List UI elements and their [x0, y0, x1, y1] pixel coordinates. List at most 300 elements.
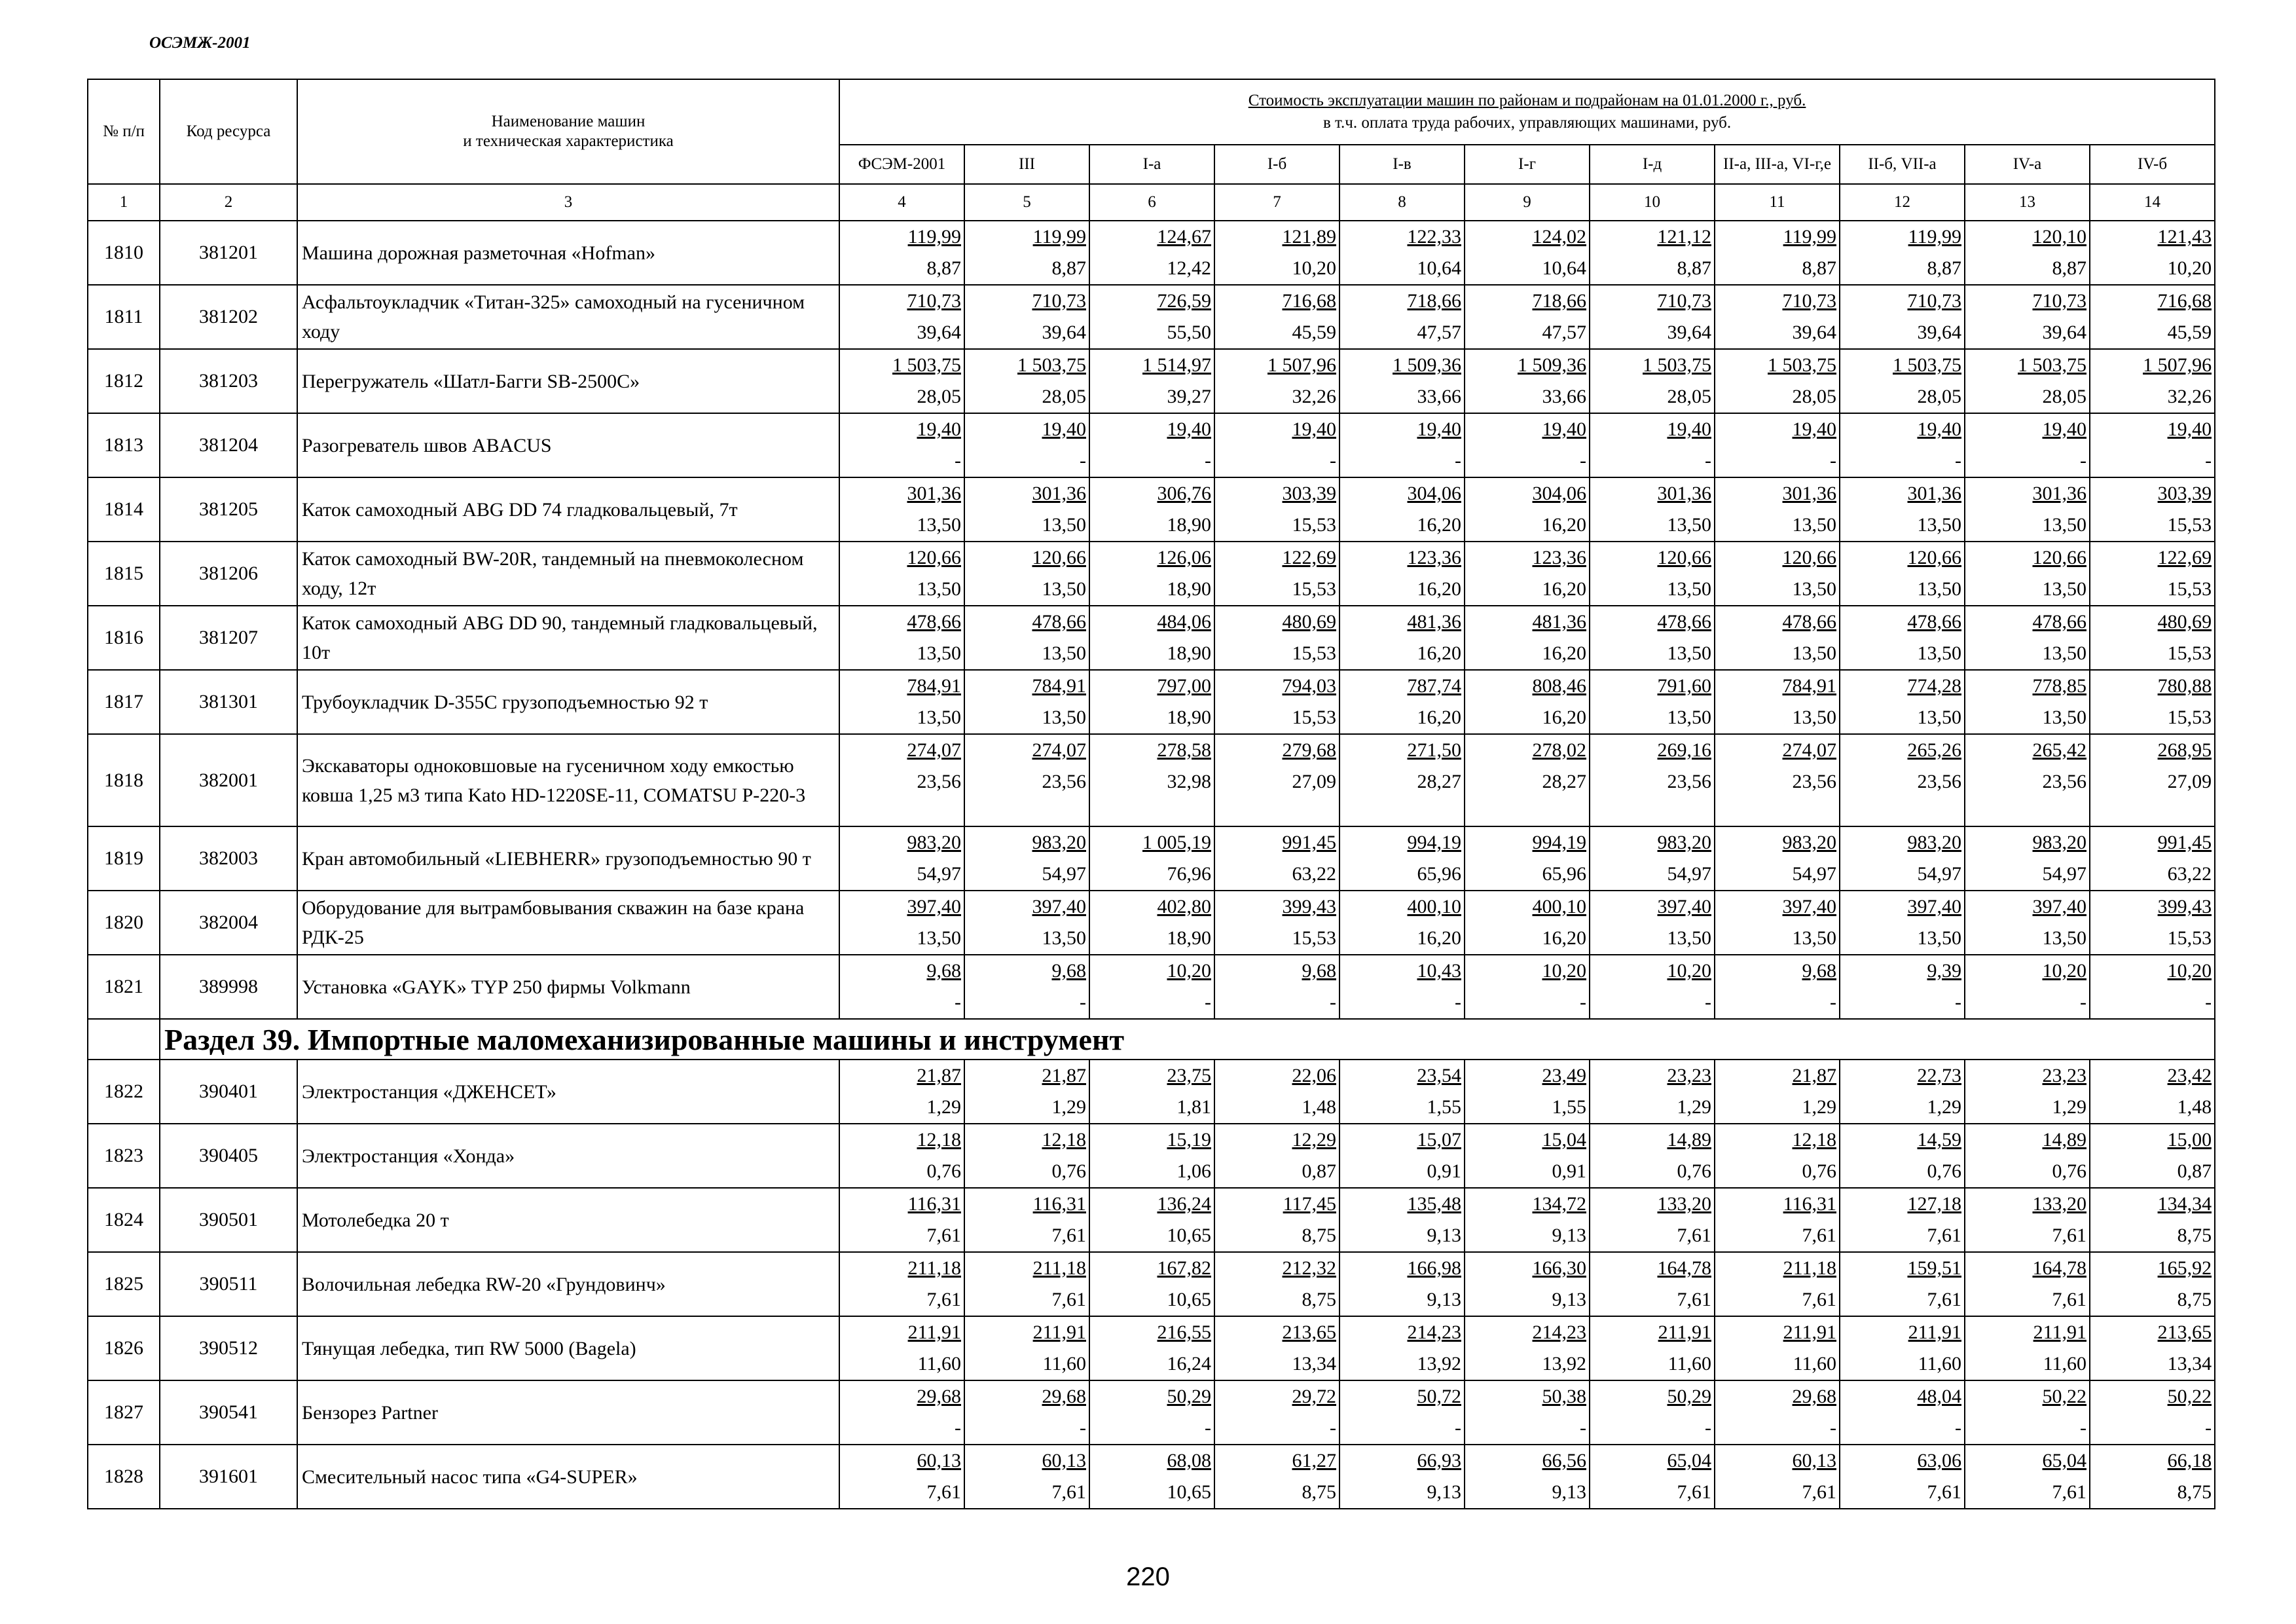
- total-cost: 60,13: [1792, 1450, 1836, 1471]
- cost-cell: [1715, 1188, 1840, 1252]
- cost-cell: [1339, 1188, 1465, 1252]
- total-cost: 23,23: [2042, 1065, 2086, 1086]
- cost-cell: [2090, 891, 2215, 955]
- labor-cost: 13,50: [1042, 642, 1086, 664]
- cost-cell: [1715, 1124, 1840, 1188]
- row-number: 1820: [88, 891, 160, 955]
- labor-cost: 0,87: [2177, 1160, 2212, 1182]
- total-cost: 14,89: [2042, 1129, 2086, 1151]
- cost-cell: [1840, 1060, 1965, 1124]
- labor-cost: 7,61: [1051, 1225, 1086, 1246]
- labor-cost: 13,50: [1667, 578, 1711, 600]
- total-cost: 1 503,75: [892, 354, 961, 376]
- labor-cost: 10,65: [1167, 1481, 1211, 1503]
- cost-cell: [1590, 670, 1715, 734]
- table-row: [88, 413, 2215, 477]
- total-cost: 268,95: [2157, 739, 2212, 761]
- cost-cell: [1965, 891, 2090, 955]
- labor-cost: 54,97: [1792, 863, 1836, 885]
- total-cost: 983,20: [1907, 832, 1961, 853]
- resource-code: 391601: [160, 1445, 297, 1509]
- cost-cell: [1965, 606, 2090, 670]
- labor-cost: 23,56: [1667, 771, 1711, 792]
- row-number: 1823: [88, 1124, 160, 1188]
- page-number: 220: [1126, 1562, 1170, 1591]
- cost-cell: [1965, 1380, 2090, 1445]
- cost-cell: [1590, 826, 1715, 891]
- total-cost: 808,46: [1532, 675, 1586, 697]
- resource-code: 381301: [160, 670, 297, 734]
- cost-cell: [1214, 734, 1339, 826]
- labor-cost: 0,91: [1552, 1160, 1586, 1182]
- region-header: I-а: [1089, 145, 1214, 184]
- cost-cell: [1715, 734, 1840, 826]
- labor-cost: 28,27: [1417, 771, 1461, 792]
- labor-cost: 13,50: [1792, 578, 1836, 600]
- total-cost: 1 005,19: [1142, 832, 1211, 853]
- cost-cell: [1339, 477, 1465, 542]
- table-row: [88, 955, 2215, 1019]
- labor-cost: 39,64: [917, 322, 961, 343]
- row-number: 1819: [88, 826, 160, 891]
- labor-cost: 13,50: [917, 927, 961, 949]
- cost-cell: [2090, 606, 2215, 670]
- total-cost: 12,18: [1042, 1129, 1086, 1151]
- cost-cell: [964, 542, 1089, 606]
- total-cost: 50,22: [2042, 1386, 2086, 1407]
- resource-code: 390405: [160, 1124, 297, 1188]
- region-header: I-б: [1214, 145, 1339, 184]
- labor-cost: 10,20: [1292, 257, 1336, 279]
- total-cost: 65,04: [1667, 1450, 1711, 1471]
- section-39-title: Раздел 39. Импортные маломеханизированные машины и инструмент: [160, 1019, 2215, 1060]
- cost-cell: [1840, 1316, 1965, 1380]
- labor-cost: 7,61: [1927, 1481, 1961, 1503]
- cost-cell: [2090, 285, 2215, 349]
- total-cost: 120,10: [2032, 226, 2086, 248]
- cost-cell: [1089, 606, 1214, 670]
- total-cost: 123,36: [1407, 547, 1461, 568]
- total-cost: 726,59: [1157, 290, 1211, 312]
- header-cost-subtitle: в т.ч. оплата труда рабочих, управляющих машинами, руб.: [1322, 114, 1732, 132]
- table-row: [88, 1252, 2215, 1316]
- row-number: 1828: [88, 1445, 160, 1509]
- total-cost: 400,10: [1532, 896, 1586, 917]
- labor-cost: 32,26: [1292, 386, 1336, 407]
- cost-cell: [1089, 670, 1214, 734]
- table-row: [88, 285, 2215, 349]
- total-cost: 12,18: [1792, 1129, 1836, 1151]
- total-cost: 718,66: [1532, 290, 1586, 312]
- labor-cost: 23,56: [1792, 771, 1836, 792]
- labor-cost: 7,61: [2052, 1225, 2086, 1246]
- cost-cell: [1840, 955, 1965, 1019]
- resource-code: 381202: [160, 285, 297, 349]
- labor-cost: 32,26: [2167, 386, 2212, 407]
- region-header: IV-б: [2090, 145, 2215, 184]
- total-cost: 120,66: [1032, 547, 1086, 568]
- cost-cell: [839, 1060, 964, 1124]
- cost-cell: [1590, 1445, 1715, 1509]
- labor-cost: 8,87: [2052, 257, 2086, 279]
- cost-cell: [964, 221, 1089, 285]
- total-cost: 133,20: [1657, 1193, 1711, 1215]
- document-code: ОСЭМЖ-2001: [149, 34, 251, 52]
- total-cost: 123,36: [1532, 547, 1586, 568]
- labor-cost: -: [1205, 991, 1211, 1013]
- cost-cell: [1715, 221, 1840, 285]
- total-cost: 304,06: [1532, 483, 1586, 504]
- total-cost: 164,78: [1657, 1257, 1711, 1279]
- machine-name: Смесительный насос типа «G4-SUPER»: [297, 1445, 839, 1509]
- labor-cost: -: [1705, 450, 1711, 471]
- total-cost: 794,03: [1282, 675, 1336, 697]
- cost-cell: [2090, 734, 2215, 826]
- labor-cost: 13,50: [1792, 642, 1836, 664]
- total-cost: 301,36: [1657, 483, 1711, 504]
- row-number: 1811: [88, 285, 160, 349]
- cost-cell: [1965, 670, 2090, 734]
- machine-name: Мотолебедка 20 т: [297, 1188, 839, 1252]
- labor-cost: 0,76: [1802, 1160, 1836, 1182]
- labor-cost: 10,20: [2167, 257, 2212, 279]
- labor-cost: 54,97: [1042, 863, 1086, 885]
- labor-cost: -: [1080, 450, 1086, 471]
- total-cost: 1 509,36: [1518, 354, 1586, 376]
- machine-name: Волочильная лебедка RW-20 «Грундовинч»: [297, 1252, 839, 1316]
- labor-cost: 12,42: [1167, 257, 1211, 279]
- total-cost: 23,75: [1167, 1065, 1211, 1086]
- labor-cost: 28,27: [1542, 771, 1586, 792]
- total-cost: 397,40: [2032, 896, 2086, 917]
- total-cost: 22,73: [1917, 1065, 1961, 1086]
- labor-cost: 13,50: [2042, 927, 2086, 949]
- cost-cell: [1965, 1060, 2090, 1124]
- labor-cost: 8,87: [1051, 257, 1086, 279]
- total-cost: 15,19: [1167, 1129, 1211, 1151]
- total-cost: 10,43: [1417, 960, 1461, 982]
- table-row: [88, 349, 2215, 413]
- cost-cell: [964, 1252, 1089, 1316]
- labor-cost: 8,87: [1927, 257, 1961, 279]
- labor-cost: 16,20: [1417, 578, 1461, 600]
- total-cost: 710,73: [2032, 290, 2086, 312]
- resource-code: 390501: [160, 1188, 297, 1252]
- cost-cell: [1214, 413, 1339, 477]
- cost-cell: [1465, 734, 1590, 826]
- cost-cell: [1465, 542, 1590, 606]
- total-cost: 1 503,75: [2018, 354, 2086, 376]
- labor-cost: 8,75: [1302, 1225, 1336, 1246]
- labor-cost: 13,50: [1667, 642, 1711, 664]
- labor-cost: 10,65: [1167, 1225, 1211, 1246]
- header-name-line2: и техническая характеристика: [463, 132, 674, 150]
- total-cost: 119,99: [1032, 226, 1086, 248]
- total-cost: 784,91: [907, 675, 961, 697]
- cost-cell: [2090, 1124, 2215, 1188]
- total-cost: 279,68: [1282, 739, 1336, 761]
- total-cost: 213,65: [2157, 1321, 2212, 1343]
- column-number: 3: [297, 184, 839, 221]
- labor-cost: 1,48: [2177, 1096, 2212, 1118]
- labor-cost: 13,92: [1417, 1353, 1461, 1375]
- total-cost: 21,87: [917, 1065, 961, 1086]
- cost-cell: [1339, 670, 1465, 734]
- total-cost: 23,54: [1417, 1065, 1461, 1086]
- labor-cost: 1,55: [1427, 1096, 1461, 1118]
- total-cost: 119,99: [907, 226, 961, 248]
- total-cost: 29,68: [917, 1386, 961, 1407]
- labor-cost: 39,64: [1042, 322, 1086, 343]
- total-cost: 19,40: [1542, 418, 1586, 440]
- cost-cell: [1965, 955, 2090, 1019]
- cost-cell: [839, 1380, 964, 1445]
- labor-cost: 13,50: [1042, 927, 1086, 949]
- cost-cell: [2090, 1380, 2215, 1445]
- total-cost: 399,43: [2157, 896, 2212, 917]
- total-cost: 400,10: [1407, 896, 1461, 917]
- cost-cell: [1339, 542, 1465, 606]
- table-row: [88, 1060, 2215, 1124]
- labor-cost: -: [1580, 450, 1586, 471]
- total-cost: 710,73: [907, 290, 961, 312]
- resource-code: 390401: [160, 1060, 297, 1124]
- labor-cost: 47,57: [1542, 322, 1586, 343]
- total-cost: 478,66: [1907, 611, 1961, 633]
- labor-cost: 8,75: [2177, 1481, 2212, 1503]
- labor-cost: -: [1455, 1417, 1461, 1439]
- total-cost: 784,91: [1782, 675, 1836, 697]
- labor-cost: 13,50: [917, 514, 961, 536]
- total-cost: 983,20: [907, 832, 961, 853]
- total-cost: 9,68: [1802, 960, 1836, 982]
- total-cost: 124,02: [1532, 226, 1586, 248]
- total-cost: 29,72: [1292, 1386, 1336, 1407]
- cost-cell: [1590, 349, 1715, 413]
- labor-cost: 13,50: [1042, 578, 1086, 600]
- labor-cost: 7,61: [1927, 1225, 1961, 1246]
- cost-cell: [1965, 1252, 2090, 1316]
- cost-cell: [839, 477, 964, 542]
- labor-cost: -: [2205, 450, 2212, 471]
- total-cost: 50,38: [1542, 1386, 1586, 1407]
- cost-cell: [1590, 734, 1715, 826]
- total-cost: 165,92: [2157, 1257, 2212, 1279]
- header-num: № п/п: [88, 79, 160, 184]
- labor-cost: 7,61: [1051, 1289, 1086, 1310]
- total-cost: 120,66: [2032, 547, 2086, 568]
- total-cost: 166,98: [1407, 1257, 1461, 1279]
- cost-cell: [1214, 349, 1339, 413]
- labor-cost: -: [2205, 991, 2212, 1013]
- labor-cost: 8,75: [2177, 1289, 2212, 1310]
- cost-cell: [1465, 413, 1590, 477]
- labor-cost: 1,06: [1176, 1160, 1211, 1182]
- total-cost: 19,40: [1042, 418, 1086, 440]
- labor-cost: 0,87: [1302, 1160, 1336, 1182]
- cost-cell: [1089, 891, 1214, 955]
- cost-cell: [1339, 1252, 1465, 1316]
- cost-cell: [1840, 826, 1965, 891]
- cost-cell: [1089, 826, 1214, 891]
- labor-cost: -: [1080, 991, 1086, 1013]
- total-cost: 119,99: [1908, 226, 1961, 248]
- cost-cell: [1089, 413, 1214, 477]
- cost-cell: [1590, 1124, 1715, 1188]
- cost-cell: [1339, 349, 1465, 413]
- column-number: 6: [1089, 184, 1214, 221]
- cost-cell: [1089, 734, 1214, 826]
- labor-cost: -: [2080, 1417, 2086, 1439]
- labor-cost: 13,50: [1917, 514, 1961, 536]
- total-cost: 23,23: [1667, 1065, 1711, 1086]
- labor-cost: 45,59: [1292, 322, 1336, 343]
- total-cost: 983,20: [1657, 832, 1711, 853]
- total-cost: 23,49: [1542, 1065, 1586, 1086]
- labor-cost: 13,50: [1667, 927, 1711, 949]
- cost-cell: [1214, 670, 1339, 734]
- labor-cost: 23,56: [917, 771, 961, 792]
- total-cost: 216,55: [1157, 1321, 1211, 1343]
- machine-name: Оборудование для вытрамбовывания скважин на базе крана РДК-25: [297, 891, 839, 955]
- cost-cell: [1465, 1445, 1590, 1509]
- labor-cost: 7,61: [926, 1289, 961, 1310]
- cost-cell: [839, 1252, 964, 1316]
- total-cost: 164,78: [2032, 1257, 2086, 1279]
- section-header-row: [88, 1019, 2215, 1060]
- cost-cell: [1339, 1316, 1465, 1380]
- cost-cell: [1965, 542, 2090, 606]
- machine-name: Электростанция «ДЖЕНСЕТ»: [297, 1060, 839, 1124]
- cost-cell: [1089, 1124, 1214, 1188]
- labor-cost: 11,60: [1793, 1353, 1836, 1375]
- region-header: ФСЭМ-2001: [839, 145, 964, 184]
- labor-cost: 7,61: [926, 1481, 961, 1503]
- total-cost: 983,20: [1782, 832, 1836, 853]
- total-cost: 402,80: [1157, 896, 1211, 917]
- machine-name: Установка «GAYK» TYP 250 фирмы Volkmann: [297, 955, 839, 1019]
- machine-name: Машина дорожная разметочная «Hofman»: [297, 221, 839, 285]
- total-cost: 211,91: [1783, 1321, 1836, 1343]
- row-number: 1810: [88, 221, 160, 285]
- cost-cell: [1089, 221, 1214, 285]
- labor-cost: -: [1955, 1417, 1961, 1439]
- total-cost: 120,66: [1907, 547, 1961, 568]
- total-cost: 9,39: [1927, 960, 1961, 982]
- cost-cell: [1715, 1445, 1840, 1509]
- row-number: 1812: [88, 349, 160, 413]
- total-cost: 14,59: [1917, 1129, 1961, 1151]
- total-cost: 212,32: [1282, 1257, 1336, 1279]
- total-cost: 710,73: [1907, 290, 1961, 312]
- total-cost: 10,20: [1542, 960, 1586, 982]
- cost-cell: [1965, 413, 2090, 477]
- total-cost: 14,89: [1667, 1129, 1711, 1151]
- labor-cost: 7,61: [1051, 1481, 1086, 1503]
- cost-cell: [2090, 542, 2215, 606]
- column-number: 1: [88, 184, 160, 221]
- total-cost: 303,39: [1282, 483, 1336, 504]
- labor-cost: 7,61: [2052, 1289, 2086, 1310]
- labor-cost: -: [1830, 1417, 1836, 1439]
- header-code: Код ресурса: [160, 79, 297, 184]
- total-cost: 306,76: [1157, 483, 1211, 504]
- column-number: 10: [1590, 184, 1715, 221]
- labor-cost: 16,20: [1417, 927, 1461, 949]
- labor-cost: 15,53: [1292, 578, 1336, 600]
- total-cost: 265,26: [1907, 739, 1961, 761]
- table-row: [88, 606, 2215, 670]
- region-header: III: [964, 145, 1089, 184]
- labor-cost: 28,05: [1667, 386, 1711, 407]
- labor-cost: 9,13: [1427, 1481, 1461, 1503]
- total-cost: 397,40: [1032, 896, 1086, 917]
- cost-cell: [1840, 285, 1965, 349]
- total-cost: 119,99: [1783, 226, 1836, 248]
- column-number: 9: [1465, 184, 1590, 221]
- machine-name: Перегружатель «Шатл-Багги SB-2500C»: [297, 349, 839, 413]
- total-cost: 265,42: [2032, 739, 2086, 761]
- cost-cell: [1840, 349, 1965, 413]
- total-cost: 278,02: [1532, 739, 1586, 761]
- total-cost: 301,36: [907, 483, 961, 504]
- total-cost: 15,00: [2167, 1129, 2212, 1151]
- cost-cell: [1715, 955, 1840, 1019]
- cost-cell: [1339, 285, 1465, 349]
- cost-cell: [1840, 1445, 1965, 1509]
- labor-cost: 10,65: [1167, 1289, 1211, 1310]
- total-cost: 116,31: [907, 1193, 961, 1215]
- machine-cost-table: [87, 79, 2215, 1509]
- labor-cost: 16,20: [1542, 642, 1586, 664]
- cost-cell: [1339, 1380, 1465, 1445]
- table-row: [88, 891, 2215, 955]
- cost-cell: [1214, 1445, 1339, 1509]
- cost-cell: [1214, 285, 1339, 349]
- total-cost: 66,93: [1417, 1450, 1461, 1471]
- total-cost: 716,68: [1282, 290, 1336, 312]
- total-cost: 214,23: [1407, 1321, 1461, 1343]
- resource-code: 381203: [160, 349, 297, 413]
- labor-cost: 16,20: [1417, 707, 1461, 728]
- total-cost: 19,40: [2042, 418, 2086, 440]
- labor-cost: 23,56: [2042, 771, 2086, 792]
- machine-name: Трубоукладчик D-355C грузоподъемностью 92 т: [297, 670, 839, 734]
- cost-cell: [1965, 1316, 2090, 1380]
- total-cost: 710,73: [1032, 290, 1086, 312]
- cost-cell: [1965, 1188, 2090, 1252]
- total-cost: 19,40: [1917, 418, 1961, 440]
- cost-cell: [1214, 1380, 1339, 1445]
- cost-cell: [1965, 349, 2090, 413]
- total-cost: 120,66: [907, 547, 961, 568]
- cost-cell: [964, 826, 1089, 891]
- cost-cell: [2090, 413, 2215, 477]
- labor-cost: 13,50: [2042, 514, 2086, 536]
- labor-cost: 7,61: [1677, 1481, 1711, 1503]
- table-row: [88, 1380, 2215, 1445]
- cost-cell: [1715, 477, 1840, 542]
- labor-cost: 7,61: [1802, 1225, 1836, 1246]
- labor-cost: 1,29: [1677, 1096, 1711, 1118]
- cost-cell: [2090, 955, 2215, 1019]
- column-number: 11: [1715, 184, 1840, 221]
- row-number: 1822: [88, 1060, 160, 1124]
- cost-cell: [1590, 1060, 1715, 1124]
- total-cost: 19,40: [917, 418, 961, 440]
- cost-cell: [839, 606, 964, 670]
- total-cost: 19,40: [1292, 418, 1336, 440]
